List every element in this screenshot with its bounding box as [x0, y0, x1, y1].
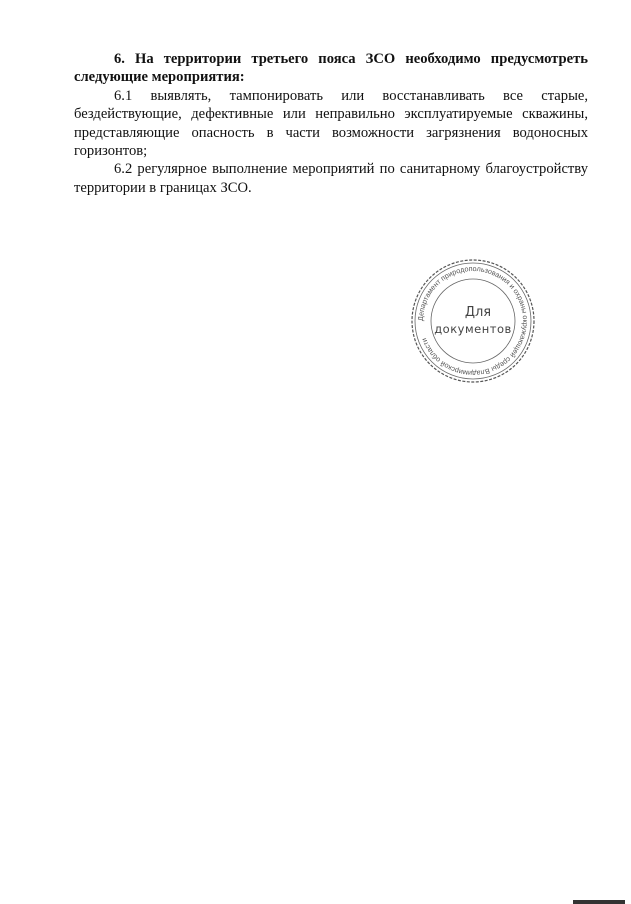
- official-stamp: [408, 258, 538, 384]
- svg-text:Департамент природопользования: [416, 264, 530, 378]
- scan-artifact: [573, 899, 625, 904]
- stamp-center-line1: Для: [464, 305, 492, 320]
- list-item: 6.1 выявлять, тампонировать или восстанавливать все старые, бездействующие, дефективные или неправильно эксплуатируемые скважины, представляющие опасность в части возможности загрязнения водоносных горизонтов;: [74, 87, 588, 160]
- stamp-ring-text: Департамент природопользования и охраны окружающей среды Владимирской области: [415, 263, 531, 379]
- stamp-center-line2: документов: [434, 322, 512, 336]
- document-body: [74, 50, 588, 197]
- list-item: 6.2 регулярное выполнение мероприятий по санитарному благоустройству территории в границах ЗСО.: [74, 161, 588, 196]
- section-heading: 6. На территории третьего пояса ЗСО необходимо предусмотреть следующие мероприятия:: [74, 51, 588, 86]
